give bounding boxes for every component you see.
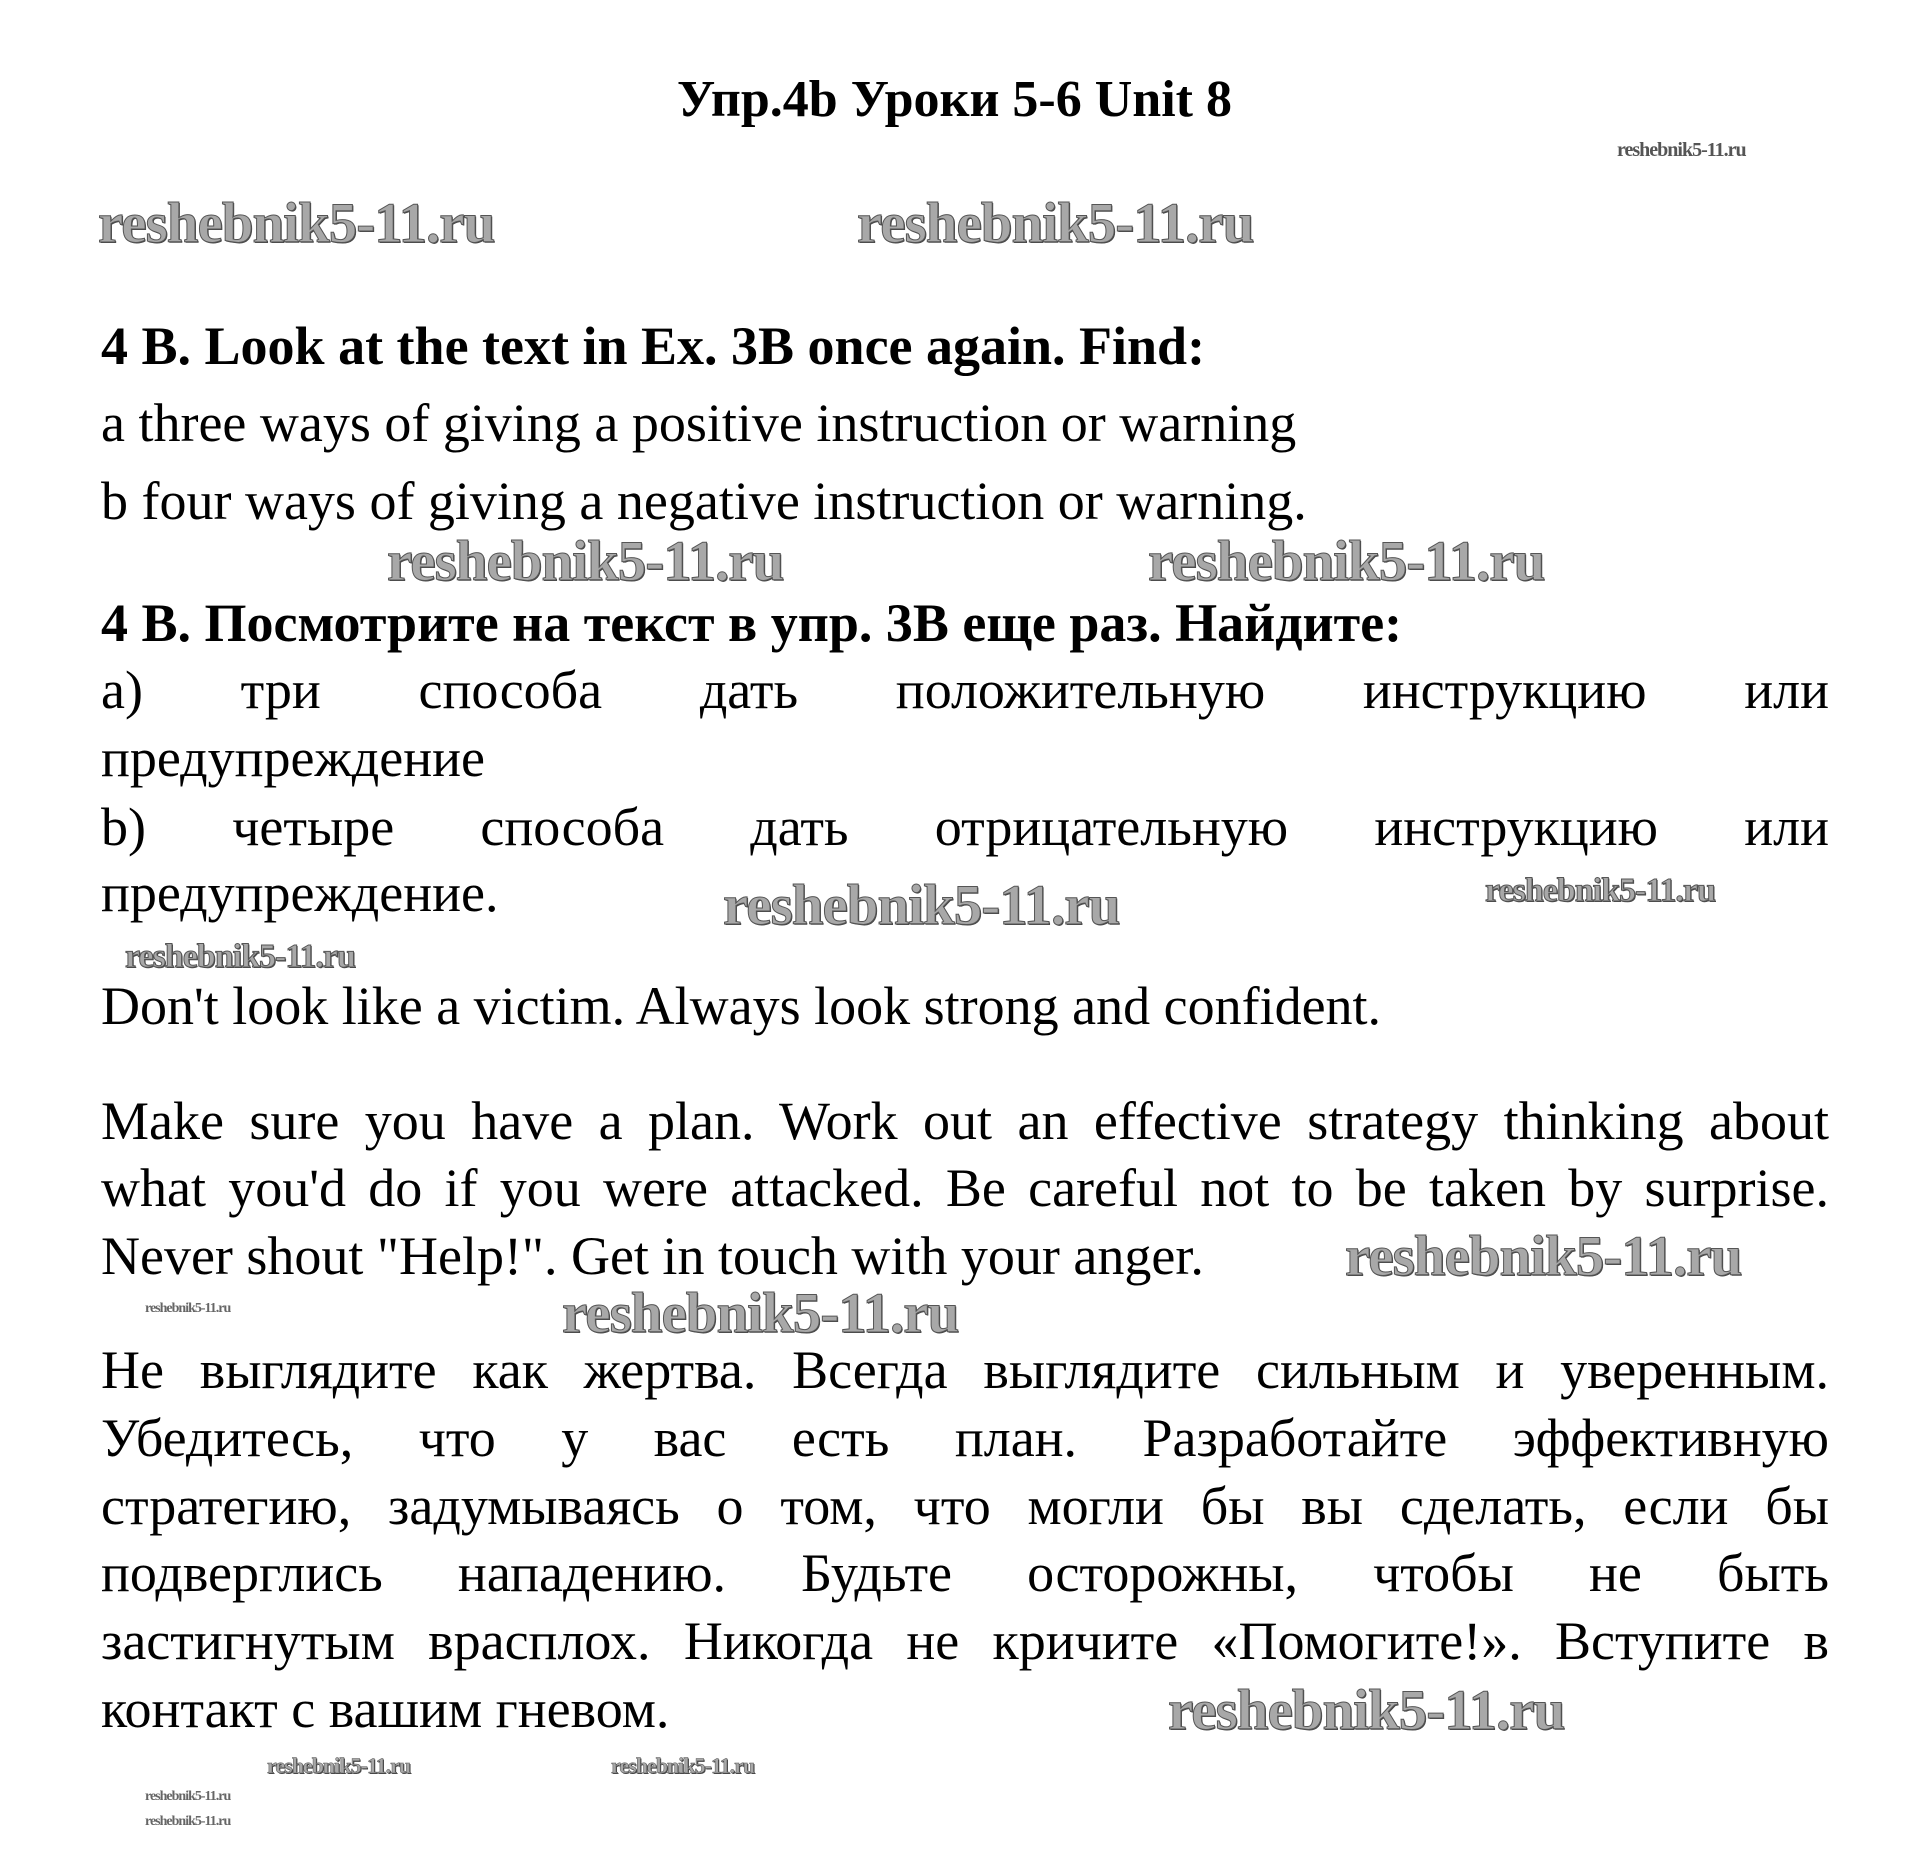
answer-en-line: Don't look like a victim. Always look strong and confident. (101, 976, 1382, 1036)
task-item-b-ru-cont: предупреждение. (101, 863, 499, 923)
answer-en-line: Make sure you have a plan. Work out an effective strategy thinking about (101, 1091, 1829, 1151)
watermark: reshebnik5-11.ru (857, 192, 1254, 255)
watermark: reshebnik5-11.ru (145, 1301, 231, 1316)
page-title: Упр.4b Уроки 5-6 Unit 8 (677, 71, 1232, 128)
task-item-a-ru: а) три способа дать положительную инструкцию или (101, 660, 1829, 720)
watermark: reshebnik5-11.ru (145, 1789, 231, 1804)
watermark: reshebnik5-11.ru (611, 1753, 755, 1778)
task-heading-ru: 4 В. Посмотрите на текст в упр. 3В еще раз. Найдите: (101, 593, 1403, 653)
answer-en-line: what you'd do if you were attacked. Be careful not to be taken by surprise. (101, 1158, 1829, 1218)
watermark: reshebnik5-11.ru (1485, 872, 1715, 909)
answer-ru-line: Не выглядите как жертва. Всегда выглядите сильным и уверенным. (101, 1340, 1829, 1400)
watermark: reshebnik5-11.ru (1148, 530, 1545, 593)
answer-ru-line: стратегию, задумываясь о том, что могли бы вы сделать, если бы (101, 1476, 1829, 1536)
answer-ru-line: Убедитесь, что у вас есть план. Разработайте эффективную (101, 1408, 1829, 1468)
watermark: reshebnik5-11.ru (125, 938, 355, 975)
answer-ru-line: застигнутым врасплох. Никогда не кричите «Помогите!». Вступите в (101, 1611, 1829, 1671)
answer-en-line: Never shout "Help!". Get in touch with your anger. (101, 1226, 1204, 1286)
task-item-a-ru-cont: предупреждение (101, 728, 486, 788)
watermark: reshebnik5-11.ru (387, 530, 784, 593)
watermark: reshebnik5-11.ru (1617, 139, 1746, 161)
watermark: reshebnik5-11.ru (1168, 1679, 1565, 1742)
watermark: reshebnik5-11.ru (562, 1282, 959, 1345)
watermark: reshebnik5-11.ru (145, 1814, 231, 1829)
watermark: reshebnik5-11.ru (267, 1753, 411, 1778)
task-item-a-en: a three ways of giving a positive instruction or warning (101, 393, 1297, 453)
watermark: reshebnik5-11.ru (1345, 1225, 1742, 1288)
watermark: reshebnik5-11.ru (723, 874, 1120, 937)
answer-ru-line: контакт с вашим гневом. (101, 1679, 670, 1739)
task-heading-en: 4 B. Look at the text in Ex. 3B once again. Find: (101, 316, 1206, 376)
task-item-b-en: b four ways of giving a negative instruction or warning. (101, 471, 1307, 531)
watermark: reshebnik5-11.ru (98, 192, 495, 255)
task-item-b-ru: b) четыре способа дать отрицательную инструкцию или (101, 797, 1829, 857)
answer-ru-line: подверглись нападению. Будьте осторожны, чтобы не быть (101, 1543, 1829, 1603)
